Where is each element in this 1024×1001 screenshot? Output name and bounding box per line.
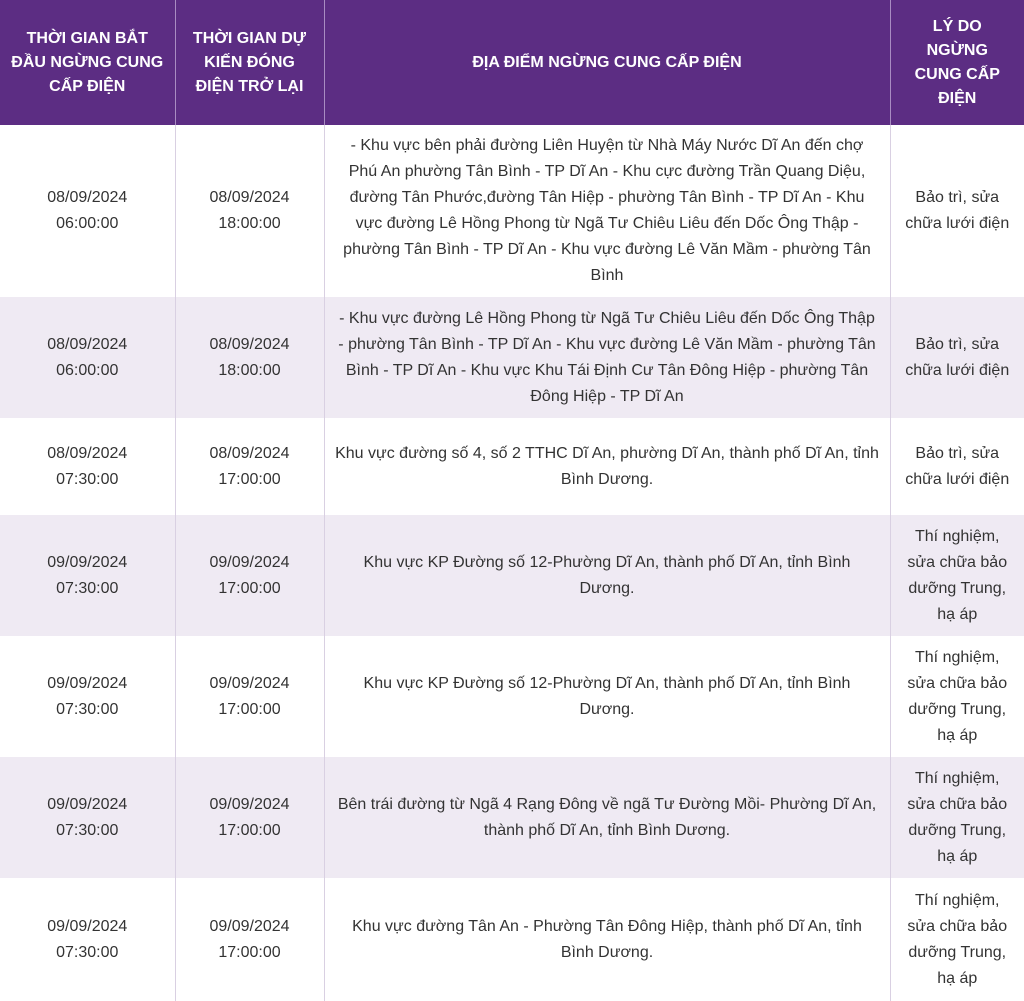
start-date: 08/09/2024 <box>47 335 128 353</box>
reason-cell: Bảo trì, sửa chữa lưới điện <box>890 418 1024 515</box>
reason-cell: Thí nghiệm, sửa chữa bảo dưỡng Trung, hạ áp <box>890 878 1024 1001</box>
start-date: 09/09/2024 <box>47 795 128 813</box>
start-clock: 06:00:00 <box>56 361 119 379</box>
location-cell: Bên trái đường từ Ngã 4 Rạng Đông về ngã Tư Đường Mồi- Phường Dĩ An, thành phố Dĩ An, tỉnh Bình Dương. <box>324 757 890 878</box>
end-time-cell <box>175 125 324 297</box>
start-time-cell <box>0 125 175 297</box>
start-clock: 07:30:00 <box>56 700 119 718</box>
end-date: 09/09/2024 <box>209 553 290 571</box>
reason-cell: Bảo trì, sửa chữa lưới điện <box>890 125 1024 297</box>
location-cell: - Khu vực bên phải đường Liên Huyện từ Nhà Máy Nước Dĩ An đến chợ Phú An phường Tân Bình - TP Dĩ An - Khu cực đường Trần Quang Diệu, đường Tân Phước,đường Tân Hiệp - phường Tân Bình - TP Dĩ An - Khu vực đường Lê Hồng Phong từ Ngã Tư Chiêu Liêu đến Dốc Ông Thập - phường Tân Bình - TP Dĩ An - Khu vực đường Lê Văn Mầm - phường Tân Bình <box>324 125 890 297</box>
reason-cell: Thí nghiệm, sửa chữa bảo dưỡng Trung, hạ áp <box>890 757 1024 878</box>
start-time-cell <box>0 757 175 878</box>
start-time-cell <box>0 878 175 1001</box>
header-location: ĐỊA ĐIỂM NGỪNG CUNG CẤP ĐIỆN <box>324 0 890 125</box>
start-date: 08/09/2024 <box>47 444 128 462</box>
end-clock: 17:00:00 <box>218 943 281 961</box>
header-start-time: THỜI GIAN BẮT ĐẦU NGỪNG CUNG CẤP ĐIỆN <box>0 0 175 125</box>
start-time-cell <box>0 297 175 418</box>
end-time-cell <box>175 757 324 878</box>
start-time-cell <box>0 636 175 757</box>
end-time-cell <box>175 418 324 515</box>
start-time-cell <box>0 515 175 636</box>
table-row <box>0 515 1024 636</box>
table-body <box>0 125 1024 1001</box>
end-time-cell <box>175 878 324 1001</box>
header-row <box>0 0 1024 125</box>
start-date: 09/09/2024 <box>47 917 128 935</box>
location-cell: Khu vực KP Đường số 12-Phường Dĩ An, thành phố Dĩ An, tỉnh Bình Dương. <box>324 515 890 636</box>
table-row <box>0 125 1024 297</box>
end-date: 09/09/2024 <box>209 917 290 935</box>
start-date: 09/09/2024 <box>47 674 128 692</box>
end-time-cell <box>175 297 324 418</box>
header-reason: LÝ DO NGỪNG CUNG CẤP ĐIỆN <box>890 0 1024 125</box>
location-cell: Khu vực KP Đường số 12-Phường Dĩ An, thành phố Dĩ An, tỉnh Bình Dương. <box>324 636 890 757</box>
location-cell: Khu vực đường số 4, số 2 TTHC Dĩ An, phường Dĩ An, thành phố Dĩ An, tỉnh Bình Dương. <box>324 418 890 515</box>
end-clock: 18:00:00 <box>218 361 281 379</box>
end-clock: 17:00:00 <box>218 579 281 597</box>
end-clock: 17:00:00 <box>218 700 281 718</box>
start-clock: 07:30:00 <box>56 943 119 961</box>
table-row <box>0 418 1024 515</box>
end-time-cell <box>175 636 324 757</box>
start-clock: 06:00:00 <box>56 215 119 232</box>
location-cell: Khu vực đường Tân An - Phường Tân Đông Hiệp, thành phố Dĩ An, tỉnh Bình Dương. <box>324 878 890 1001</box>
end-date: 08/09/2024 <box>209 335 290 353</box>
start-clock: 07:30:00 <box>56 579 119 597</box>
table-row <box>0 757 1024 878</box>
reason-cell: Bảo trì, sửa chữa lưới điện <box>890 297 1024 418</box>
start-clock: 07:30:00 <box>56 470 119 488</box>
reason-cell: Thí nghiệm, sửa chữa bảo dưỡng Trung, hạ áp <box>890 636 1024 757</box>
start-date: 09/09/2024 <box>47 553 128 571</box>
end-date: 09/09/2024 <box>209 674 290 692</box>
end-clock: 18:00:00 <box>218 215 281 232</box>
end-date: 09/09/2024 <box>209 795 290 813</box>
reason-cell: Thí nghiệm, sửa chữa bảo dưỡng Trung, hạ áp <box>890 515 1024 636</box>
table-row <box>0 636 1024 757</box>
table-row <box>0 878 1024 1001</box>
header-end-time: THỜI GIAN DỰ KIẾN ĐÓNG ĐIỆN TRỞ LẠI <box>175 0 324 125</box>
end-clock: 17:00:00 <box>218 470 281 488</box>
location-cell: - Khu vực đường Lê Hồng Phong từ Ngã Tư Chiêu Liêu đến Dốc Ông Thập - phường Tân Bình - TP Dĩ An - Khu vực đường Lê Văn Mầm - phường Tân Bình - TP Dĩ An - Khu vực Khu Tái Định Cư Tân Đông Hiệp - phường Tân Đông Hiệp - TP Dĩ An <box>324 297 890 418</box>
end-date: 08/09/2024 <box>209 189 290 206</box>
start-date: 08/09/2024 <box>47 189 128 206</box>
start-clock: 07:30:00 <box>56 821 119 839</box>
table-row <box>0 297 1024 418</box>
end-date: 08/09/2024 <box>209 444 290 462</box>
start-time-cell <box>0 418 175 515</box>
end-clock: 17:00:00 <box>218 821 281 839</box>
table-header <box>0 0 1024 125</box>
end-time-cell <box>175 515 324 636</box>
